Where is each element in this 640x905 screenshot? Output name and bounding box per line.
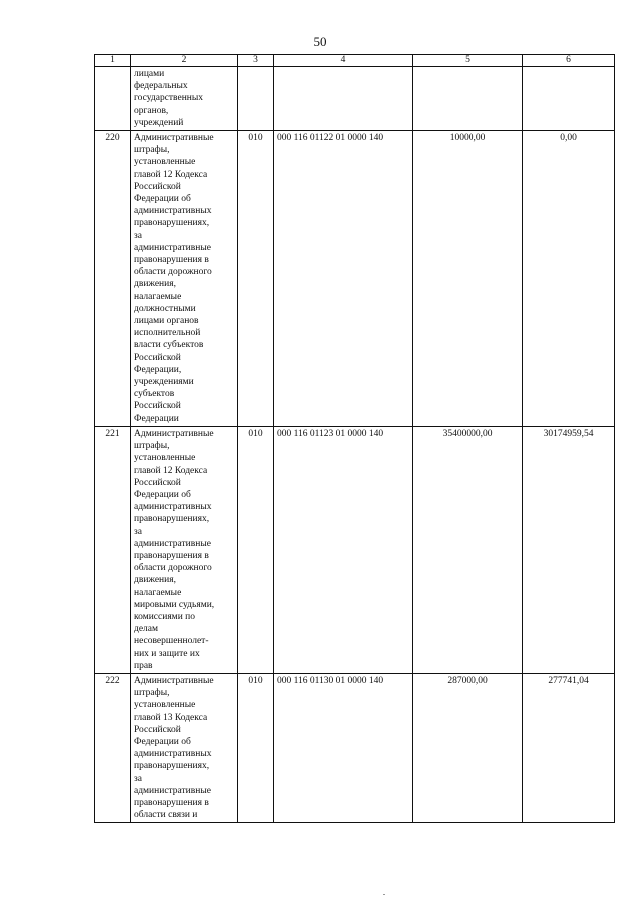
row-value6-cell: 0,00 (523, 131, 615, 427)
row-name-cell: Административные штрафы, установленные главой 12 Кодекса Российской Федерации об административных правонарушениях, за административные правонарушения в области дорожного движения, налагаемые должностными лицами органов исполнительной власти субъектов Российской Федерации, учреждениями субъектов Российской Федерации (131, 131, 238, 427)
row-code3-cell: 010 (238, 426, 274, 673)
column-header-4: 4 (274, 55, 413, 67)
row-kbk-cell: 000 116 01123 01 0000 140 (274, 426, 413, 673)
row-kbk-cell: 000 116 01130 01 0000 140 (274, 673, 413, 822)
row-number-cell: 222 (95, 673, 131, 822)
row-name-cell: Административные штрафы, установленные главой 13 Кодекса Российской Федерации об административных правонарушениях, за административные правонарушения в области связи и (131, 673, 238, 822)
row-name-cell: лицами федеральных государственных органов, учреждений (131, 67, 238, 131)
row-kbk-cell (274, 67, 413, 131)
row-code3-cell: 010 (238, 131, 274, 427)
table-row (95, 131, 615, 427)
row-value6-cell: 277741,04 (523, 673, 615, 822)
row-value5-cell: 287000,00 (413, 673, 523, 822)
row-code3-cell (238, 67, 274, 131)
table-row (95, 426, 615, 673)
table-row (95, 673, 615, 822)
row-kbk-cell: 000 116 01122 01 0000 140 (274, 131, 413, 427)
table-row (95, 67, 615, 131)
column-header-1: 1 (95, 55, 131, 67)
row-name-cell: Административные штрафы, установленные главой 12 Кодекса Российской Федерации об административных правонарушениях, за административные правонарушения в области дорожного движения, налагаемые мировыми судьями, комиссиями по делам несовершеннолет- них и защите их прав (131, 426, 238, 673)
row-number-cell: 221 (95, 426, 131, 673)
row-number-cell (95, 67, 131, 131)
column-header-6: 6 (523, 55, 615, 67)
column-header-2: 2 (131, 55, 238, 67)
row-value5-cell: 35400000,00 (413, 426, 523, 673)
column-header-5: 5 (413, 55, 523, 67)
column-header-3: 3 (238, 55, 274, 67)
scan-speck (383, 894, 385, 895)
row-value5-cell (413, 67, 523, 131)
row-code3-cell: 010 (238, 673, 274, 822)
row-value5-cell: 10000,00 (413, 131, 523, 427)
row-value6-cell: 30174959,54 (523, 426, 615, 673)
row-number-cell: 220 (95, 131, 131, 427)
page-number: 50 (313, 34, 327, 49)
row-value6-cell (523, 67, 615, 131)
budget-table (94, 54, 615, 823)
table-header-row (95, 55, 615, 67)
